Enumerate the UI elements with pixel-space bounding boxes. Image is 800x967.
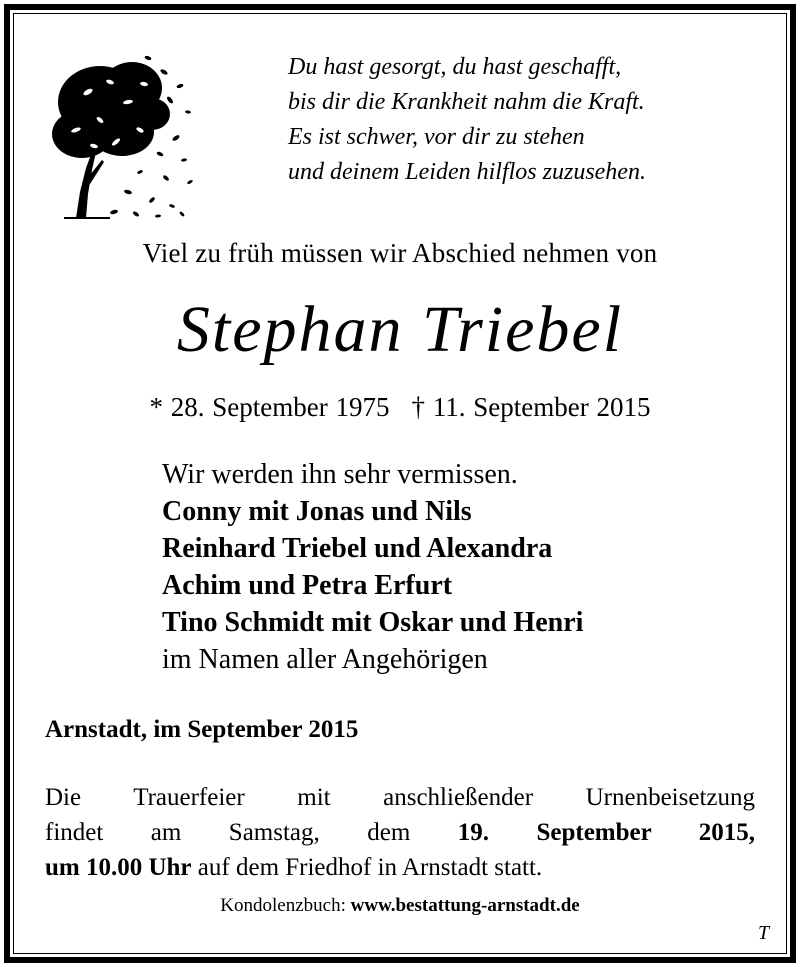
mourners <box>162 456 782 678</box>
condolence-link[interactable]: www.bestattung-arnstadt.de <box>350 895 580 916</box>
poem-line: Du hast gesorgt, du hast geschafft, <box>288 54 622 80</box>
condolence-book <box>0 895 800 917</box>
mourner-name: Conny mit Jonas und Nils <box>162 496 472 527</box>
service-info <box>45 780 755 885</box>
service-text: findet am Samstag, dem <box>45 819 458 846</box>
farewell-intro: Viel zu früh müssen wir Abschied nehmen von <box>142 238 658 268</box>
poem-line: Es ist schwer, vor dir zu stehen <box>288 124 585 150</box>
mourners-closing: im Namen aller Angehörigen <box>162 644 488 675</box>
service-text: auf dem Friedhof in Arnstadt statt. <box>191 854 543 881</box>
service-line <box>45 850 755 885</box>
poem <box>288 50 768 190</box>
service-date: 19. September 2015, <box>457 819 755 846</box>
place-date: Arnstadt, im September 2015 <box>45 716 359 743</box>
corner-mark: T <box>758 922 770 944</box>
service-line: Die Trauerfeier mit anschließender Urnenbeisetzung <box>45 784 755 811</box>
service-time: um 10.00 Uhr <box>45 854 192 881</box>
tree-icon <box>40 42 200 220</box>
mourner-name: Achim und Petra Erfurt <box>162 570 453 601</box>
life-dates <box>0 392 800 423</box>
mourner-name: Reinhard Triebel und Alexandra <box>162 533 553 564</box>
deceased-name: Stephan Triebel <box>176 293 624 366</box>
poem-line: bis dir die Krankheit nahm die Kraft. <box>288 89 645 115</box>
mourner-name: Tino Schmidt mit Oskar und Henri <box>162 607 584 638</box>
birth-date: * 28. September 1975 <box>149 392 390 422</box>
mourners-intro: Wir werden ihn sehr vermissen. <box>162 459 518 490</box>
death-date: † 11. September 2015 <box>411 392 651 422</box>
condolence-label: Kondolenzbuch: <box>220 895 351 916</box>
poem-line: und deinem Leiden hilflos zuzusehen. <box>288 159 646 185</box>
service-line <box>45 815 755 850</box>
